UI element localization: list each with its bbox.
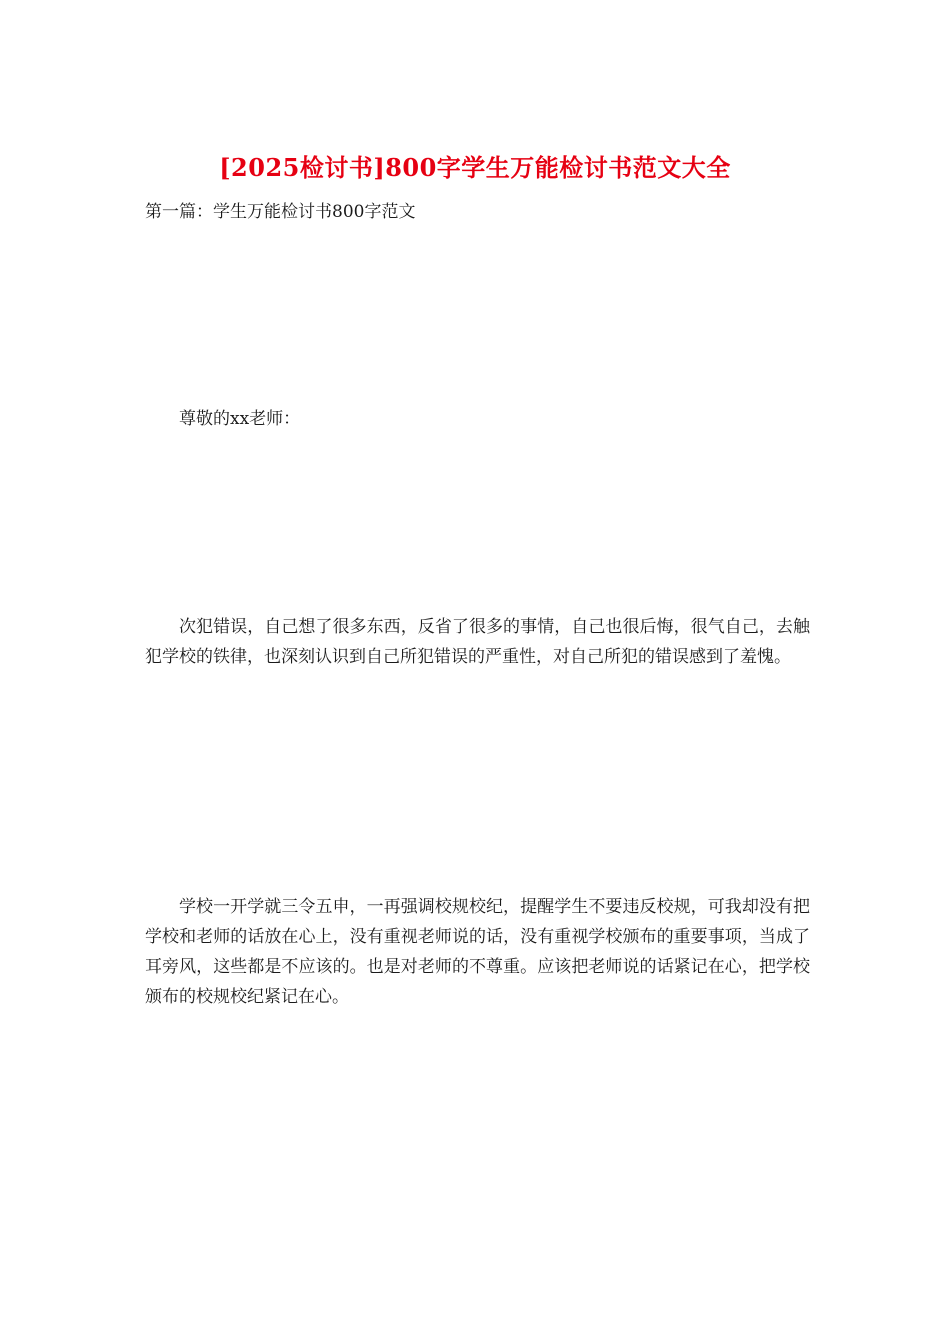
document-title: [2025检讨书]800字学生万能检讨书范文大全: [219, 153, 731, 182]
body-paragraph-1: 次犯错误，自己想了很多东西，反省了很多的事情，自己也很后悔，很气自己，去触犯学校的铁律，也深刻认识到自己所犯错误的严重性，对自己所犯的错误感到了羞愧。: [145, 617, 810, 667]
greeting-line: 尊敬的xx老师：: [179, 409, 301, 429]
body-paragraph-2: 学校一开学就三令五申，一再强调校规校纪，提醒学生不要违反校规，可我却没有把学校和老师的话放在心上，没有重视老师说的话，没有重视学校颁布的重要事项，当成了耳旁风，这些都是不应该的。也是对老师的不尊重。应该把老师说的话紧记在心，把学校颁布的校规校纪紧记在心。: [145, 897, 810, 1007]
section-heading: 第一篇：学生万能检讨书800字范文: [145, 202, 416, 222]
